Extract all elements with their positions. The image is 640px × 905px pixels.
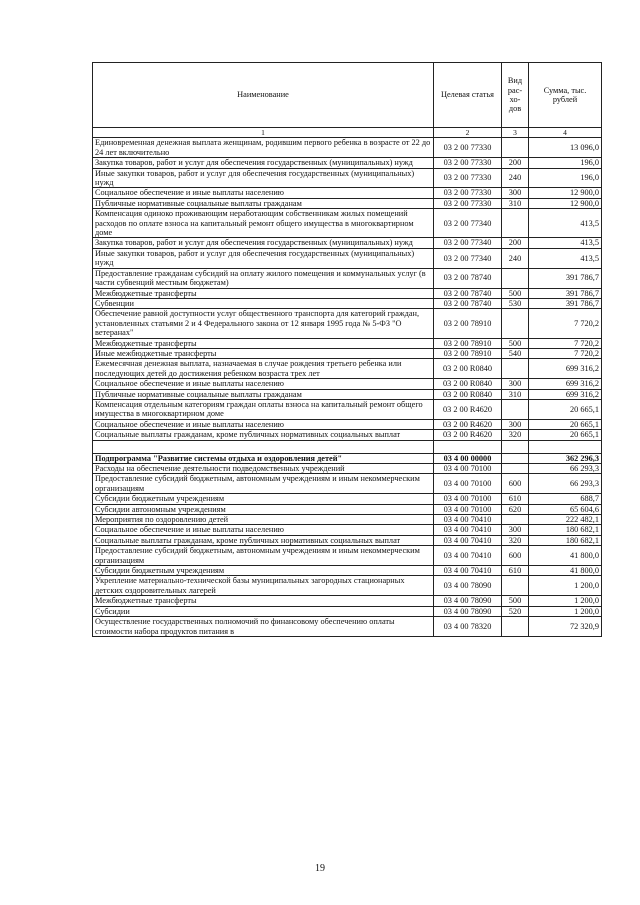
row-code: 03 4 00 70410 <box>434 546 502 566</box>
row-kind <box>502 309 529 338</box>
row-code: 03 2 00 R4620 <box>434 419 502 429</box>
empty-cell <box>502 440 529 453</box>
row-kind <box>502 399 529 419</box>
row-sum: 391 786,7 <box>529 268 602 288</box>
table-row <box>93 474 602 494</box>
row-name: Укрепление материально-технической базы муниципальных загородных стационарных детских оздоровительных лагерей <box>93 576 434 596</box>
row-sum: 1 200,0 <box>529 576 602 596</box>
row-name: Подпрограмма "Развитие системы отдыха и оздоровления детей" <box>93 453 434 463</box>
row-code: 03 2 00 78910 <box>434 348 502 358</box>
row-sum: 66 293,3 <box>529 464 602 474</box>
column-number: 1 <box>93 128 434 138</box>
table-row <box>93 504 602 514</box>
header-kind: Вид рас-хо-дов <box>502 63 529 128</box>
row-sum: 413,5 <box>529 248 602 268</box>
table-row <box>93 535 602 545</box>
row-name: Расходы на обеспечение деятельности подведомственных учреждений <box>93 464 434 474</box>
row-sum: 41 800,0 <box>529 566 602 576</box>
row-sum: 7 720,2 <box>529 309 602 338</box>
row-name: Предоставление субсидий бюджетным, автономным учреждениям и иным некоммерческим организациям <box>93 546 434 566</box>
row-code: 03 2 00 77340 <box>434 209 502 238</box>
row-sum: 1 200,0 <box>529 596 602 606</box>
row-code: 03 4 00 78090 <box>434 596 502 606</box>
row-name: Единовременная денежная выплата женщинам, родившим первого ребенка в возрасте от 22 до 24 лет включительно <box>93 138 434 158</box>
row-sum: 688,7 <box>529 494 602 504</box>
row-code: 03 4 00 70100 <box>434 474 502 494</box>
row-name: Субвенции <box>93 298 434 308</box>
row-kind: 520 <box>502 606 529 616</box>
row-code: 03 2 00 77330 <box>434 198 502 208</box>
row-code: 03 4 00 70410 <box>434 515 502 525</box>
row-kind <box>502 617 529 637</box>
row-code: 03 2 00 78740 <box>434 268 502 288</box>
row-code: 03 2 00 77340 <box>434 238 502 248</box>
row-name: Межбюджетные трансферты <box>93 596 434 606</box>
row-sum: 12 900,0 <box>529 198 602 208</box>
row-code: 03 4 00 70100 <box>434 464 502 474</box>
row-sum: 20 665,1 <box>529 419 602 429</box>
row-sum: 72 320,9 <box>529 617 602 637</box>
row-name: Закупка товаров, работ и услуг для обеспечения государственных (муниципальных) нужд <box>93 238 434 248</box>
header-sum: Сумма, тыс. рублей <box>529 63 602 128</box>
table-row <box>93 596 602 606</box>
row-code: 03 2 00 78910 <box>434 309 502 338</box>
row-code: 03 2 00 77330 <box>434 158 502 168</box>
table-row <box>93 348 602 358</box>
table-row <box>93 379 602 389</box>
row-code: 03 2 00 R0840 <box>434 389 502 399</box>
table-row <box>93 576 602 596</box>
row-sum: 413,5 <box>529 209 602 238</box>
table-row <box>93 168 602 188</box>
empty-cell <box>434 440 502 453</box>
row-name: Мероприятия по оздоровлению детей <box>93 515 434 525</box>
table-row <box>93 188 602 198</box>
row-kind <box>502 515 529 525</box>
row-name: Компенсация одиноко проживающим неработающим собственникам жилых помещений расходов по оплате взноса на капитальный ремонт общего имущества в многоквартирном доме <box>93 209 434 238</box>
row-kind: 310 <box>502 389 529 399</box>
row-name: Социальное обеспечение и иные выплаты населению <box>93 379 434 389</box>
row-kind: 540 <box>502 348 529 358</box>
row-kind: 240 <box>502 248 529 268</box>
row-kind: 300 <box>502 379 529 389</box>
row-kind <box>502 576 529 596</box>
row-kind: 620 <box>502 504 529 514</box>
table-body <box>93 138 602 637</box>
row-sum: 7 720,2 <box>529 348 602 358</box>
row-name: Субсидии автономным учреждениям <box>93 504 434 514</box>
row-code: 03 2 00 78910 <box>434 338 502 348</box>
row-name: Межбюджетные трансферты <box>93 288 434 298</box>
row-code: 03 4 00 00000 <box>434 453 502 463</box>
row-name: Предоставление субсидий бюджетным, автономным учреждениям и иным некоммерческим организациям <box>93 474 434 494</box>
row-kind <box>502 209 529 238</box>
row-sum: 699 316,2 <box>529 379 602 389</box>
row-sum: 12 900,0 <box>529 188 602 198</box>
table-row <box>93 430 602 440</box>
row-kind: 500 <box>502 338 529 348</box>
row-code: 03 4 00 70100 <box>434 504 502 514</box>
row-kind: 600 <box>502 474 529 494</box>
row-name: Иные межбюджетные трансферты <box>93 348 434 358</box>
row-kind: 320 <box>502 535 529 545</box>
row-kind: 310 <box>502 198 529 208</box>
row-name: Осуществление государственных полномочий по финансовому обеспечению оплаты стоимости набора продуктов питания в <box>93 617 434 637</box>
row-code: 03 2 00 78740 <box>434 298 502 308</box>
row-code: 03 2 00 78740 <box>434 288 502 298</box>
row-kind: 530 <box>502 298 529 308</box>
table-row <box>93 338 602 348</box>
row-name: Публичные нормативные социальные выплаты гражданам <box>93 389 434 399</box>
table-row <box>93 238 602 248</box>
row-name: Закупка товаров, работ и услуг для обеспечения государственных (муниципальных) нужд <box>93 158 434 168</box>
row-sum: 180 682,1 <box>529 535 602 545</box>
table-row <box>93 617 602 637</box>
row-kind: 300 <box>502 419 529 429</box>
row-name: Компенсация отдельным категориям граждан оплаты взноса на капитальный ремонт общего имущества в многоквартирном доме <box>93 399 434 419</box>
row-sum: 699 316,2 <box>529 359 602 379</box>
row-kind: 300 <box>502 188 529 198</box>
row-kind: 500 <box>502 288 529 298</box>
row-code: 03 4 00 78320 <box>434 617 502 637</box>
row-name: Субсидии бюджетным учреждениям <box>93 494 434 504</box>
table-row <box>93 494 602 504</box>
row-name: Обеспечение равной доступности услуг общественного транспорта для категорий граждан, установленных статьями 2 и 4 Федерального закона от 12 января 1995 года № 5-ФЗ "О ветеранах" <box>93 309 434 338</box>
row-name: Социальные выплаты гражданам, кроме публичных нормативных социальных выплат <box>93 535 434 545</box>
row-sum: 180 682,1 <box>529 525 602 535</box>
column-number-row <box>93 128 602 138</box>
row-kind: 500 <box>502 596 529 606</box>
row-code: 03 2 00 77340 <box>434 248 502 268</box>
row-code: 03 4 00 70410 <box>434 566 502 576</box>
row-kind <box>502 359 529 379</box>
empty-cell <box>93 440 434 453</box>
table-row <box>93 158 602 168</box>
row-code: 03 4 00 70100 <box>434 494 502 504</box>
page-number: 19 <box>315 863 325 874</box>
row-sum: 1 200,0 <box>529 606 602 616</box>
column-number: 2 <box>434 128 502 138</box>
row-name: Ежемесячная денежная выплата, назначаемая в случае рождения третьего ребенка или последующих детей до достижения ребенком возраста трех лет <box>93 359 434 379</box>
row-name: Иные закупки товаров, работ и услуг для обеспечения государственных (муниципальных) нужд <box>93 248 434 268</box>
table-row <box>93 399 602 419</box>
row-sum: 7 720,2 <box>529 338 602 348</box>
row-sum: 196,0 <box>529 168 602 188</box>
row-kind: 200 <box>502 238 529 248</box>
row-code: 03 2 00 R0840 <box>434 379 502 389</box>
header-name: Наименование <box>93 63 434 128</box>
row-name: Субсидии бюджетным учреждениям <box>93 566 434 576</box>
table-row <box>93 389 602 399</box>
row-name: Социальное обеспечение и иные выплаты населению <box>93 419 434 429</box>
row-sum: 222 482,1 <box>529 515 602 525</box>
row-name: Социальное обеспечение и иные выплаты населению <box>93 525 434 535</box>
column-number: 3 <box>502 128 529 138</box>
table-row <box>93 359 602 379</box>
row-kind: 240 <box>502 168 529 188</box>
table-row <box>93 248 602 268</box>
row-name: Иные закупки товаров, работ и услуг для обеспечения государственных (муниципальных) нужд <box>93 168 434 188</box>
row-sum: 391 786,7 <box>529 298 602 308</box>
row-kind <box>502 453 529 463</box>
table-row <box>93 298 602 308</box>
table-row <box>93 209 602 238</box>
row-name: Социальные выплаты гражданам, кроме публичных нормативных социальных выплат <box>93 430 434 440</box>
row-code: 03 4 00 78090 <box>434 606 502 616</box>
row-sum: 13 096,0 <box>529 138 602 158</box>
table-row <box>93 138 602 158</box>
table-row <box>93 566 602 576</box>
row-sum: 391 786,7 <box>529 288 602 298</box>
row-code: 03 2 00 77330 <box>434 188 502 198</box>
table-row <box>93 515 602 525</box>
row-sum: 196,0 <box>529 158 602 168</box>
table-header-row <box>93 63 602 128</box>
row-kind <box>502 138 529 158</box>
row-sum: 66 293,3 <box>529 474 602 494</box>
row-sum: 20 665,1 <box>529 399 602 419</box>
row-kind: 200 <box>502 158 529 168</box>
column-number: 4 <box>529 128 602 138</box>
table-row <box>93 419 602 429</box>
row-name: Публичные нормативные социальные выплаты гражданам <box>93 198 434 208</box>
table-row <box>93 453 602 463</box>
table-row <box>93 546 602 566</box>
row-kind: 610 <box>502 566 529 576</box>
table-spacer-row <box>93 440 602 453</box>
empty-cell <box>529 440 602 453</box>
row-sum: 699 316,2 <box>529 389 602 399</box>
row-code: 03 2 00 R0840 <box>434 359 502 379</box>
row-sum: 65 604,6 <box>529 504 602 514</box>
table-row <box>93 464 602 474</box>
table-row <box>93 606 602 616</box>
row-code: 03 2 00 R4620 <box>434 430 502 440</box>
row-kind: 320 <box>502 430 529 440</box>
row-sum: 41 800,0 <box>529 546 602 566</box>
table-row <box>93 309 602 338</box>
row-kind <box>502 268 529 288</box>
row-code: 03 2 00 77330 <box>434 168 502 188</box>
table-row <box>93 525 602 535</box>
row-name: Предоставление гражданам субсидий на оплату жилого помещения и коммунальных услуг (в части субвенций местным бюджетам) <box>93 268 434 288</box>
row-code: 03 4 00 70410 <box>434 525 502 535</box>
row-code: 03 4 00 78090 <box>434 576 502 596</box>
row-kind: 600 <box>502 546 529 566</box>
row-name: Субсидии <box>93 606 434 616</box>
row-name: Социальное обеспечение и иные выплаты населению <box>93 188 434 198</box>
header-code: Целевая статья <box>434 63 502 128</box>
row-code: 03 4 00 70410 <box>434 535 502 545</box>
row-code: 03 2 00 R4620 <box>434 399 502 419</box>
table-row <box>93 268 602 288</box>
row-kind <box>502 464 529 474</box>
row-kind: 300 <box>502 525 529 535</box>
row-sum: 413,5 <box>529 238 602 248</box>
table-row <box>93 198 602 208</box>
row-kind: 610 <box>502 494 529 504</box>
budget-table <box>92 62 602 637</box>
row-sum: 20 665,1 <box>529 430 602 440</box>
table-row <box>93 288 602 298</box>
row-name: Межбюджетные трансферты <box>93 338 434 348</box>
row-sum: 362 296,3 <box>529 453 602 463</box>
row-code: 03 2 00 77330 <box>434 138 502 158</box>
